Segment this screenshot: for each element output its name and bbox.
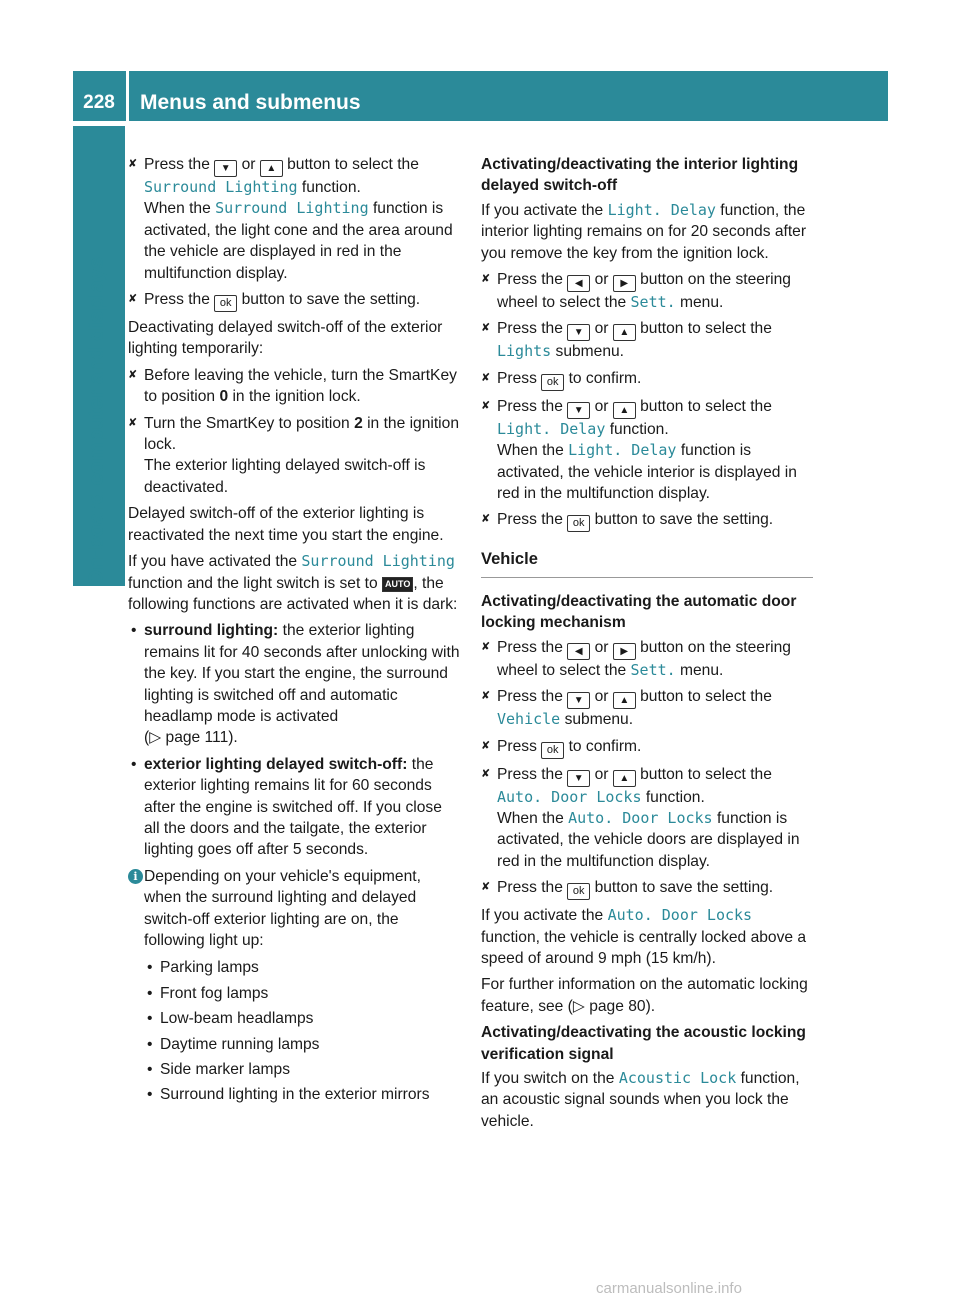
step-marker-icon: ✘: [481, 322, 491, 335]
paragraph: If you have activated the Surround Lighting function and the light switch is set to AUTO , the following functions are activated when it is dark:: [128, 552, 458, 613]
function-name: Surround Lighting: [301, 552, 455, 571]
submenu-name: Lights: [497, 342, 552, 361]
step-marker-icon: ✘: [128, 158, 138, 170]
down-key-icon: ▼: [567, 324, 590, 341]
function-name: Light. Delay: [607, 200, 716, 219]
paragraph: If you activate the Light. Delay function, the interior lighting remains on for 20 seconds after you remove the key from the ignition lock.: [481, 200, 807, 262]
step-marker-icon: ✘: [481, 881, 491, 894]
right-key-icon: ▶: [613, 275, 636, 292]
list-item: • surround lighting: the exterior lighting remains lit for 40 seconds after unlocking with the key. If you start the engine, the surround lighting is switched off and automatic headlamp mode is activated (▷ page 111).: [131, 622, 460, 747]
list-item: • Front fog lamps: [147, 984, 269, 1002]
up-key-icon: ▲: [613, 402, 636, 419]
ok-key-icon: ok: [567, 515, 590, 532]
info-icon: i: [128, 869, 143, 884]
list-item: • Low-beam headlamps: [147, 1010, 314, 1028]
step-marker-icon: ✘: [481, 273, 491, 286]
step: ✘ Press the ▼ or ▲ button to select the Light. Delay function. When the Light. Delay function is activated, the vehicle interior is displayed in red in the multifunction display.: [481, 397, 797, 503]
paragraph: Deactivating delayed switch-off of the exterior lighting temporarily:: [128, 319, 443, 358]
step: ✘ Turn the SmartKey to position 2 in the ignition lock. The exterior lighting delayed switch-off is deactivated.: [128, 414, 459, 496]
down-key-icon: ▼: [567, 692, 590, 709]
function-name: Auto. Door Locks: [497, 787, 642, 806]
list-item: • Daytime running lamps: [147, 1035, 320, 1053]
list-item: • Side marker lamps: [147, 1061, 290, 1079]
function-name: Light. Delay: [497, 419, 606, 438]
step-marker-icon: ✘: [481, 399, 491, 412]
step-marker-icon: ✘: [481, 690, 491, 703]
ok-key-icon: ok: [541, 742, 564, 759]
left-column: [128, 154, 460, 1110]
down-key-icon: ▼: [214, 160, 237, 177]
step-marker-icon: ✘: [128, 416, 138, 429]
step: ✘ Press the ▼ or ▲ button to select the Auto. Door Locks function. When the Auto. Door Locks function is activated, the vehicle doors are displayed in red in the multifunction display.: [481, 765, 800, 870]
list-item: • Surround lighting in the exterior mirrors: [147, 1086, 430, 1104]
down-key-icon: ▼: [567, 770, 590, 787]
step-marker-icon: ✘: [481, 767, 491, 780]
left-key-icon: ◀: [567, 643, 590, 660]
section-heading-vehicle: Vehicle: [481, 549, 813, 577]
paragraph: If you activate the Auto. Door Locks function, the vehicle is centrally locked above a speed of around 9 mph (15 km/h).: [481, 906, 807, 967]
list-item: • Parking lamps: [147, 959, 259, 977]
step-marker-icon: ✘: [481, 371, 491, 384]
step: ✘ Press the ▼ or ▲ button to select the Lights submenu.: [481, 320, 772, 361]
ok-key-icon: ok: [567, 883, 590, 900]
subsection-heading: Activating/deactivating the acoustic locking verification signal: [481, 1024, 806, 1063]
function-name: Auto. Door Locks: [607, 906, 753, 925]
up-key-icon: ▲: [613, 692, 636, 709]
auto-switch-icon: AUTO: [382, 577, 413, 592]
step: ✘ Press ok to confirm.: [481, 368, 813, 391]
step: ✘ Press the ◀ or ▶ button on the steering wheel to select the Sett. menu.: [481, 271, 791, 312]
step-marker-icon: ✘: [128, 368, 138, 381]
paragraph: For further information on the automatic locking feature, see (▷ page 80).: [481, 976, 808, 1015]
ok-key-icon: ok: [541, 374, 564, 391]
step: ✘ Press the ◀ or ▶ button on the steering wheel to select the Sett. menu.: [481, 638, 791, 679]
page-reference: (▷ page 111).: [144, 729, 238, 747]
menu-name: Sett.: [630, 293, 676, 312]
up-key-icon: ▲: [260, 160, 283, 177]
page-title: Menus and submenus: [140, 91, 361, 114]
step: ✘ Press the ok button to save the setting.: [128, 289, 460, 312]
left-key-icon: ◀: [567, 275, 590, 292]
step: ✘ Before leaving the vehicle, turn the SmartKey to position 0 in the ignition lock.: [128, 366, 457, 406]
step: ✘ Press the ▼ or ▲ button to select the Vehicle submenu.: [481, 688, 772, 729]
paragraph: If you switch on the Acoustic Lock function, an acoustic signal sounds when you lock the vehicle.: [481, 1068, 800, 1130]
subsection-heading: Activating/deactivating the interior lighting delayed switch-off: [481, 156, 799, 195]
step: ✘ Press the ok button to save the setting.: [481, 509, 813, 532]
step: ✘ Press the ok button to save the setting.: [481, 877, 813, 900]
up-key-icon: ▲: [613, 324, 636, 341]
step-marker-icon: ✘: [481, 739, 491, 752]
step-marker-icon: ✘: [481, 640, 491, 653]
step: ✘ Press ok to confirm.: [481, 736, 813, 759]
subsection-heading: Activating/deactivating the automatic door locking mechanism: [481, 592, 797, 632]
right-column: [481, 154, 813, 1137]
function-name: Light. Delay: [568, 441, 677, 460]
down-key-icon: ▼: [567, 402, 590, 419]
ok-key-icon: ok: [214, 295, 237, 312]
up-key-icon: ▲: [613, 770, 636, 787]
paragraph: Delayed switch-off of the exterior lighting is reactivated the next time you start the engine.: [128, 505, 444, 544]
menu-name: Sett.: [630, 660, 676, 679]
step-marker-icon: ✘: [128, 293, 138, 306]
page-number: 228: [83, 92, 115, 113]
function-name: Acoustic Lock: [618, 1068, 737, 1087]
list-item: • exterior lighting delayed switch-off: the exterior lighting remains lit for 60 seconds after the engine is switched off. If you close all the doors and the tailgate, the exterior lighting goes off after 5 seconds.: [131, 755, 442, 859]
function-name: Surround Lighting: [144, 178, 298, 196]
header-divider: [126, 71, 129, 121]
function-name: Auto. Door Locks: [568, 808, 713, 827]
function-name: Surround Lighting: [215, 199, 369, 218]
sidebar-chapter-label: On-board computer and displays: [85, 256, 108, 586]
watermark-text: carmanualsonline.info: [596, 1280, 742, 1297]
submenu-name: Vehicle: [497, 710, 561, 729]
step-marker-icon: ✘: [481, 513, 491, 526]
step: ✘ Press the ▼ or ▲ button to select the Surround Lighting function. When the Surround Lighting function is activated, the light cone and the area around the vehicle are displayed in red in the multifunction display.: [128, 156, 453, 282]
right-key-icon: ▶: [613, 643, 636, 660]
info-note: i Depending on your vehicle's equipment, when the surround lighting and delayed switch-off exterior lighting are on, the following light up:: [128, 866, 460, 952]
